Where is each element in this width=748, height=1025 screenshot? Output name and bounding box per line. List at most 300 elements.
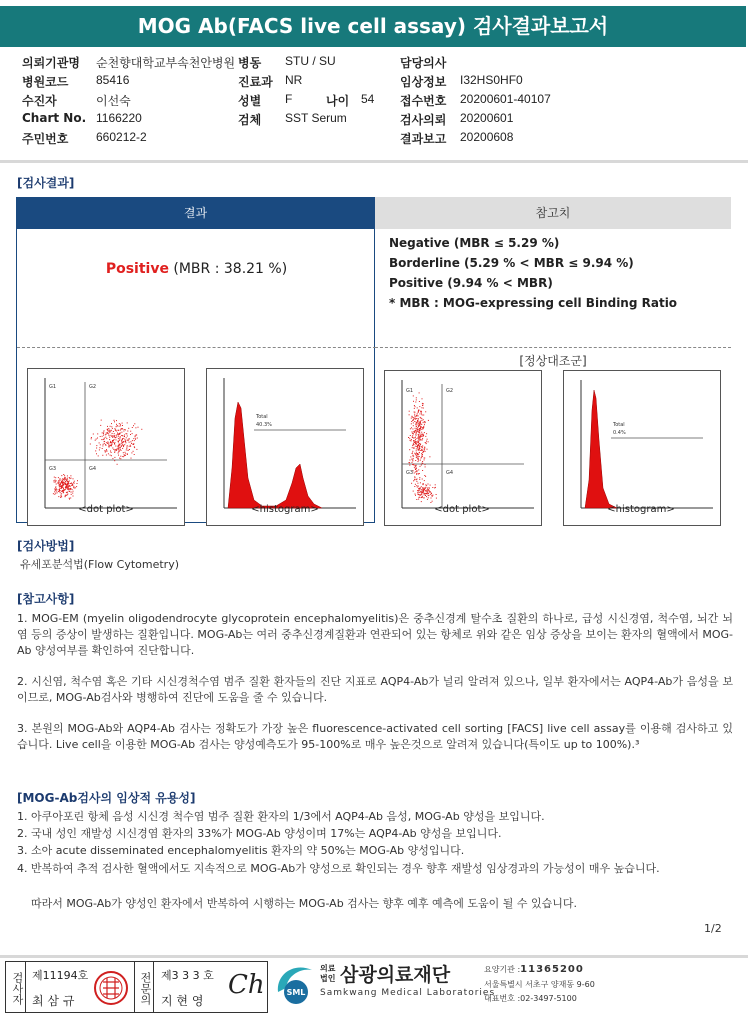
scatter-dot (414, 408, 415, 409)
scatter-dot (60, 490, 61, 491)
scatter-dot (108, 443, 109, 444)
scatter-dot (123, 452, 124, 453)
scatter-dot (418, 444, 419, 445)
scatter-dot (411, 440, 412, 441)
scatter-dot (418, 415, 419, 416)
scatter-dot (420, 450, 421, 451)
receipt-label: 접수번호 (400, 94, 447, 108)
scatter-dot (136, 435, 137, 436)
scatter-dot (69, 478, 70, 479)
scatter-dot (415, 495, 416, 496)
scatter-dot (119, 439, 120, 440)
scatter-dot (105, 451, 106, 452)
scatter-dot (127, 422, 128, 423)
scatter-dot (122, 438, 123, 439)
scatter-dot (138, 427, 139, 428)
scatter-dot (420, 417, 421, 418)
scatter-dot (424, 424, 425, 425)
scatter-dot (108, 428, 109, 429)
note-3: 3. 본원의 MOG-Ab와 AQP4-Ab 검사는 정확도가 가장 높은 fluorescence-activated cell sorting [FACS] live cell assay를 이용해 검사하고 있습니다. Live cell을 이용한 MOG-Ab 검사는 양성예측도가 95-100%로 매우 높은것으로 알려져 있습니다(특이도 up to 100%).³ (17, 722, 733, 751)
scatter-dot (134, 454, 135, 455)
scatter-dot (73, 482, 74, 483)
scatter-dot (135, 436, 136, 437)
scatter-dot (132, 440, 133, 441)
code-value: 85416 (96, 73, 130, 87)
sex-label: 성별 (238, 94, 262, 108)
scatter-dot (409, 465, 410, 466)
scatter-dot (112, 458, 113, 459)
scatter-dot (409, 411, 410, 412)
scatter-dot (419, 490, 420, 491)
scatter-dot (417, 458, 418, 459)
scatter-dot (417, 420, 418, 421)
scatter-dot (114, 433, 115, 434)
scatter-dot (412, 435, 413, 436)
scatter-dot (419, 410, 420, 411)
scatter-dot (114, 420, 115, 421)
scatter-dot (428, 493, 429, 494)
scatter-dot (418, 429, 419, 430)
scatter-dot (411, 459, 412, 460)
scatter-dot (424, 421, 425, 422)
scatter-dot (106, 442, 107, 443)
scatter-dot (71, 478, 72, 479)
dashed-divider (17, 347, 376, 348)
scatter-dot (106, 432, 107, 433)
scatter-dot (108, 446, 109, 447)
scatter-dot (54, 494, 55, 495)
scatter-dot (413, 455, 414, 456)
result-mbr: (MBR : 38.21 %) (168, 261, 288, 277)
scatter-dot (416, 422, 417, 423)
scatter-dot (413, 491, 414, 492)
scatter-dot (90, 444, 91, 445)
scatter-dot (114, 443, 115, 444)
scatter-dot (120, 425, 121, 426)
scatter-dot (105, 444, 106, 445)
id-label: 주민번호 (22, 132, 69, 146)
scatter-dot (417, 446, 418, 447)
sml-logo-text: SML (286, 988, 306, 997)
scatter-dot (133, 425, 134, 426)
scatter-dot (100, 425, 101, 426)
scatter-dot (108, 453, 109, 454)
scatter-dot (116, 439, 117, 440)
scatter-dot (120, 437, 121, 438)
svg-text:G3: G3 (49, 466, 57, 472)
scatter-dot (414, 418, 415, 419)
scatter-dot (432, 495, 433, 496)
scatter-dot (61, 493, 62, 494)
scatter-dot (422, 439, 423, 440)
scatter-dot (61, 495, 62, 496)
phone-line (484, 993, 577, 1004)
scatter-dot (67, 479, 68, 480)
scatter-dot (72, 493, 73, 494)
scatter-dot (425, 436, 426, 437)
scatter-dot (420, 439, 421, 440)
scatter-dot (419, 406, 420, 407)
scatter-dot (122, 444, 123, 445)
scatter-dot (126, 433, 127, 434)
scatter-dot (412, 417, 413, 418)
scatter-dot (109, 439, 110, 440)
scatter-dot (74, 488, 75, 489)
scatter-dot (62, 480, 63, 481)
result-value (17, 261, 376, 277)
scatter-dot (412, 431, 413, 432)
scatter-dot (118, 438, 119, 439)
scatter-dot (68, 484, 69, 485)
scatter-dot (109, 430, 110, 431)
scatter-dot (63, 482, 64, 483)
scatter-dot (118, 445, 119, 446)
scatter-dot (424, 447, 425, 448)
scatter-dot (422, 456, 423, 457)
scatter-dot (421, 412, 422, 413)
scatter-dot (420, 460, 421, 461)
control-dot-plot-caption: <dot plot> (434, 504, 490, 515)
scatter-dot (420, 413, 421, 414)
scatter-dot (91, 438, 92, 439)
clinical-value: I32HS0HF0 (460, 73, 523, 87)
scatter-dot (119, 433, 120, 434)
scatter-dot (420, 421, 421, 422)
scatter-dot (413, 456, 414, 457)
scatter-dot (419, 473, 420, 474)
scatter-dot (124, 436, 125, 437)
scatter-dot (70, 489, 71, 490)
scatter-dot (422, 496, 423, 497)
scatter-dot (412, 437, 413, 438)
scatter-dot (424, 458, 425, 459)
scatter-dot (413, 458, 414, 459)
scatter-dot (133, 438, 134, 439)
scatter-dot (425, 411, 426, 412)
scatter-dot (424, 494, 425, 495)
result-positive: Positive (105, 261, 169, 277)
scatter-dot (133, 444, 134, 445)
note-1: 1. MOG-EM (myelin oligodendrocyte glycoprotein encephalomyelitis)은 중추신경계 탈수초 질환의 하나로, 급성 시신경염, 척수염, 뇌간 뇌염 등의 증상이 발생하는 질환입니다. MOG-Ab는 여러 중추신경계질환과 연관되어 있는 항체로 위와 같은 임상 증상을 보이는 환자의 혈액에서 MOG-Ab 양성여부를 확인하여 진단합니다. (17, 612, 733, 657)
id-value: 660212-2 (96, 130, 147, 144)
scatter-dot (60, 497, 61, 498)
scatter-dot (413, 395, 414, 396)
scatter-dot (100, 444, 101, 445)
report-label: 결과보고 (400, 132, 447, 146)
scatter-dot (422, 447, 423, 448)
scatter-dot (416, 424, 417, 425)
scatter-dot (413, 470, 414, 471)
request-label: 검사의뢰 (400, 113, 447, 127)
agency-label: 요양기관 : (484, 965, 521, 974)
scatter-dot (419, 446, 420, 447)
scatter-dot (420, 444, 421, 445)
scatter-dot (132, 427, 133, 428)
scatter-dot (71, 494, 72, 495)
scatter-dot (425, 488, 426, 489)
scatter-dot (417, 438, 418, 439)
scatter-dot (118, 451, 119, 452)
scatter-dot (59, 482, 60, 483)
scatter-dot (129, 438, 130, 439)
scatter-dot (69, 499, 70, 500)
ref-positive: Positive (9.94 % < MBR) (389, 276, 553, 290)
scatter-dot (415, 402, 416, 403)
scatter-dot (58, 480, 59, 481)
scatter-dot (432, 496, 433, 497)
scatter-dot (418, 459, 419, 460)
scatter-dot (424, 459, 425, 460)
scatter-dot (414, 442, 415, 443)
scatter-dot (125, 439, 126, 440)
scatter-dot (415, 418, 416, 419)
clinical-1: 1. 아쿠아포린 항체 음성 시신경 척수염 범주 질환 환자의 1/3에서 AQP4-Ab 음성, MOG-Ab 양성을 보입니다. (17, 810, 545, 823)
scatter-dot (415, 439, 416, 440)
scatter-dot (114, 452, 115, 453)
scatter-dot (417, 413, 418, 414)
scatter-dot (421, 465, 422, 466)
scatter-dot (111, 426, 112, 427)
report-title: MOG Ab(FACS live cell assay) 검사결과보고서 (0, 6, 746, 47)
scatter-dot (419, 456, 420, 457)
scatter-dot (107, 432, 108, 433)
scatter-dot (122, 435, 123, 436)
scatter-dot (135, 435, 136, 436)
scatter-dot (421, 497, 422, 498)
scatter-dot (102, 455, 103, 456)
specimen-value: SST Serum (285, 111, 347, 125)
scatter-dot (419, 401, 420, 402)
scatter-dot (73, 486, 74, 487)
reference-header: 참고치 (375, 197, 731, 229)
scatter-dot (71, 483, 72, 484)
scatter-dot (420, 427, 421, 428)
scatter-dot (60, 478, 61, 479)
scatter-dot (410, 428, 411, 429)
scatter-dot (66, 479, 67, 480)
scatter-dot (70, 486, 71, 487)
scatter-dot (426, 491, 427, 492)
scatter-dot (409, 438, 410, 439)
scatter-dot (429, 490, 430, 491)
scatter-dot (115, 446, 116, 447)
scatter-dot (121, 445, 122, 446)
request-value: 20200601 (460, 111, 514, 125)
scatter-dot (124, 455, 125, 456)
phone-value: 02-3497-5100 (520, 994, 577, 1003)
scatter-dot (102, 445, 103, 446)
scatter-dot (130, 431, 131, 432)
scatter-dot (104, 443, 105, 444)
scatter-dot (132, 433, 133, 434)
scatter-dot (410, 440, 411, 441)
scatter-dot (423, 490, 424, 491)
scatter-dot (424, 475, 425, 476)
scatter-dot (56, 489, 57, 490)
scatter-dot (120, 432, 121, 433)
scatter-dot (119, 423, 120, 424)
scatter-dot (110, 442, 111, 443)
scatter-dot (430, 485, 431, 486)
scatter-dot (421, 486, 422, 487)
scatter-dot (419, 492, 420, 493)
scatter-dot (66, 492, 67, 493)
clinical-conclusion: 따라서 MOG-Ab가 양성인 환자에서 반복하여 시행하는 MOG-Ab 검사는 향후 예후 예측에 도움이 될 수 있습니다. (31, 897, 578, 910)
scatter-dot (73, 487, 74, 488)
scatter-dot (409, 460, 410, 461)
scatter-dot (63, 490, 64, 491)
scatter-dot (414, 415, 415, 416)
scatter-dot (112, 448, 113, 449)
scatter-dot (62, 491, 63, 492)
scatter-dot (417, 457, 418, 458)
scatter-dot (106, 449, 107, 450)
reference-ranges (389, 233, 677, 313)
scatter-dot (56, 484, 57, 485)
scatter-dot (111, 423, 112, 424)
scatter-dot (120, 436, 121, 437)
scatter-dot (53, 493, 54, 494)
scatter-dot (413, 433, 414, 434)
specialist-label: 전문의 (134, 962, 154, 1012)
chart-label: Chart No. (22, 111, 87, 125)
scatter-dot (110, 451, 111, 452)
scatter-dot (417, 407, 418, 408)
scatter-dot (120, 430, 121, 431)
scatter-dot (423, 422, 424, 423)
scatter-dot (69, 477, 70, 478)
scatter-dot (420, 466, 421, 467)
scatter-dot (424, 449, 425, 450)
scatter-dot (126, 437, 127, 438)
scatter-dot (421, 492, 422, 493)
scatter-dot (418, 454, 419, 455)
scatter-dot (416, 481, 417, 482)
scatter-dot (61, 482, 62, 483)
scatter-dot (62, 482, 63, 483)
scatter-dot (409, 449, 410, 450)
scatter-dot (418, 412, 419, 413)
scatter-dot (421, 434, 422, 435)
scatter-dot (141, 429, 142, 430)
scatter-dot (73, 496, 74, 497)
scatter-dot (409, 414, 410, 415)
scatter-dot (125, 453, 126, 454)
scatter-dot (119, 450, 120, 451)
scatter-dot (103, 435, 104, 436)
scatter-dot (57, 492, 58, 493)
scatter-dot (413, 444, 414, 445)
scatter-dot (103, 444, 104, 445)
scatter-dot (117, 434, 118, 435)
scatter-dot (412, 447, 413, 448)
scatter-dot (55, 493, 56, 494)
scatter-dot (115, 449, 116, 450)
scatter-dot (104, 430, 105, 431)
scatter-dot (114, 428, 115, 429)
scatter-dot (120, 458, 121, 459)
scatter-dot (112, 428, 113, 429)
scatter-dot (56, 491, 57, 492)
scatter-dot (60, 484, 61, 485)
ward-label: 병동 (238, 56, 262, 70)
scatter-dot (68, 491, 69, 492)
scatter-dot (123, 442, 124, 443)
scatter-dot (63, 492, 64, 493)
svg-text:G1: G1 (406, 388, 414, 394)
svg-text:Total: Total (613, 422, 625, 428)
scatter-dot (72, 484, 73, 485)
scatter-dot (415, 454, 416, 455)
scatter-dot (114, 421, 115, 422)
dashed-divider-right (375, 347, 731, 348)
scatter-dot (410, 435, 411, 436)
scatter-dot (126, 449, 127, 450)
scatter-dot (416, 467, 417, 468)
notes-section-title: [참고사항] (17, 592, 75, 606)
scatter-dot (133, 451, 134, 452)
scatter-dot (416, 499, 417, 500)
clinical-3: 3. 소아 acute disseminated encephalomyelitis 환자의 약 50%는 MOG-Ab 양성입니다. (17, 844, 465, 857)
scatter-dot (414, 412, 415, 413)
scatter-dot (420, 426, 421, 427)
scatter-dot (420, 411, 421, 412)
scatter-dot (103, 432, 104, 433)
scatter-dot (415, 443, 416, 444)
scatter-dot (121, 441, 122, 442)
scatter-dot (420, 437, 421, 438)
scatter-dot (97, 438, 98, 439)
scatter-dot (109, 437, 110, 438)
scatter-dot (109, 432, 110, 433)
scatter-dot (421, 435, 422, 436)
scatter-dot (102, 436, 103, 437)
scatter-dot (418, 431, 419, 432)
scatter-dot (412, 445, 413, 446)
scatter-dot (427, 439, 428, 440)
scatter-dot (413, 422, 414, 423)
scatter-dot (114, 435, 115, 436)
scatter-dot (127, 431, 128, 432)
scatter-dot (416, 426, 417, 427)
scatter-dot (416, 435, 417, 436)
scatter-dot (129, 449, 130, 450)
scatter-dot (434, 487, 435, 488)
sml-logo-icon (272, 962, 318, 1006)
scatter-dot (135, 427, 136, 428)
scatter-dot (426, 487, 427, 488)
scatter-dot (96, 445, 97, 446)
scatter-dot (426, 485, 427, 486)
svg-text:G4: G4 (446, 470, 454, 476)
footer-divider (0, 955, 748, 958)
scatter-dot (111, 452, 112, 453)
scatter-dot (419, 436, 420, 437)
scatter-dot (408, 437, 409, 438)
scatter-dot (419, 423, 420, 424)
scatter-dot (70, 498, 71, 499)
scatter-dot (58, 496, 59, 497)
scatter-dot (59, 489, 60, 490)
agency-line (484, 964, 584, 975)
scatter-dot (62, 482, 63, 483)
scatter-dot (413, 464, 414, 465)
scatter-dot (107, 426, 108, 427)
scatter-dot (62, 490, 63, 491)
scatter-dot (112, 435, 113, 436)
scatter-dot (420, 436, 421, 437)
scatter-dot (96, 453, 97, 454)
